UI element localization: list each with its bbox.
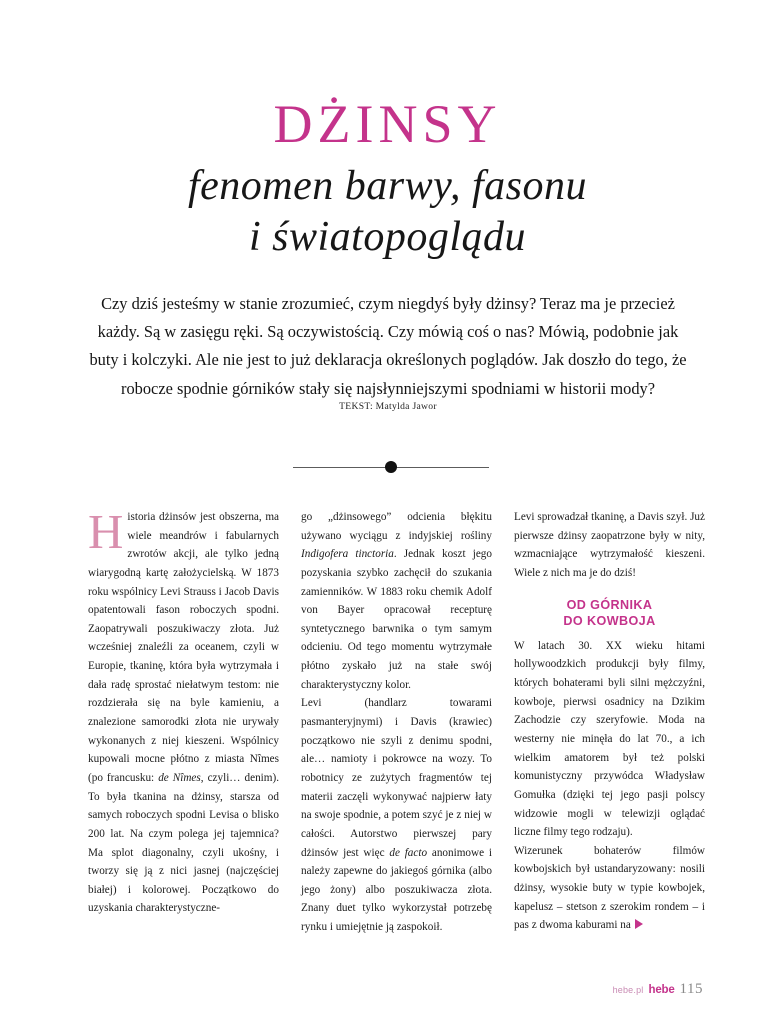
page-footer bbox=[613, 981, 703, 998]
lead-paragraph: Czy dziś jesteśmy w stanie zrozumieć, czym niegdyś były dżinsy? Teraz ma je przecież każdy. Są w zasięgu ręki. Są oczywistością. Czy mówią coś o nas? Mówią, podobnie jak buty i kolczyki. Ale nie jest to już deklaracja określonych poglądów. Jak doszło do tego, że robocze spodnie górników stały się najsłynniejszymi spodniami w historii mody? bbox=[89, 294, 687, 398]
section-subheading-line-2: DO KOWBOJA bbox=[563, 614, 656, 629]
byline: TEKST: Matylda Jawor bbox=[339, 401, 437, 412]
column-3-paragraph-3 bbox=[514, 842, 705, 935]
column-3 bbox=[514, 508, 705, 948]
column-2-text-b: . Jednak koszt jego pozyskania szybko zachęcił do szukania zamienników. W 1883 roku chemik Adolf von Bayer opracował recepturę syntetycznego barwnika o tym samym odcieniu. Od tego momentu wytrzymałe płótno zyskało już na stałe swój charakterystyczny kolor. bbox=[301, 548, 492, 691]
column-2 bbox=[301, 508, 492, 948]
drop-cap: H bbox=[88, 504, 124, 559]
column-3-text-a: Wizerunek bohaterów filmów kowbojskich był ustandaryzowany: nosili dżinsy, wysokie buty w typie kowbojek, kapelusz – stetson z szerokim rondem – i pas z dwoma kaburami na bbox=[514, 844, 705, 932]
continuation-arrow-icon bbox=[635, 919, 643, 929]
footer-site: hebe.pl bbox=[612, 985, 644, 995]
column-2-text-d: anonimowe i należy zapewne do jakiegoś górnika (albo jego żony) albo poszukiwacza złota. Znany duet tylko wykorzystał potrzebę rynku i umiejętnie ją zaspokoił. bbox=[301, 846, 492, 934]
column-2-italic-de-facto: de facto bbox=[389, 846, 428, 859]
column-3-paragraph-2: W latach 30. XX wieku hitami hollywoodzkich produkcji były filmy, których bohaterami byli silni mężczyźni, kowboje, pierwsi osadnicy na Dzikim Zachodzie czy szeryfowie. Moda na westerny nie minęła do lat 70., a ich wielkim amatorem był też polski komunistyczny przywódca Władysław Gomułka (dzięki tej jego pasji polscy widzowie mogli w telewizji oglądać liczne filmy tego rodzaju). bbox=[514, 639, 705, 839]
page-subtitle bbox=[0, 161, 775, 263]
divider-dot-icon bbox=[385, 461, 397, 473]
column-2-italic-indigofera: Indigofera tinctoria bbox=[301, 548, 394, 561]
section-subheading-line-1: OD GÓRNIKA bbox=[566, 597, 653, 612]
page-subtitle-line-2: i światopoglądu bbox=[248, 213, 527, 260]
column-2-paragraph-1 bbox=[301, 508, 492, 694]
column-1-text-a: istoria dżinsów jest obszerna, ma wiele meandrów i fabularnych zwrotów akcji, ale tylko jedną wiarygodną kartę założycielską. W 1873 roku wspólnicy Levi Strauss i Jacob Davis opatentowali fason roboczych spodni. Zaopatrywali poszukiwaczy złota. Już wcześniej znaleźli za oceanem, czyli w Europie, tkaninę, która była wytrzymała i dała radę sprostać niełatwym testom: nie rozdzierała się na byle kamieniu, a znalezione samorodki złota nie urywały wykonanych z niej kieszeni. Wspólnicy kupowali mocne płótno z miasta Nîmes (po francusku: bbox=[88, 511, 279, 784]
column-2-text-a: go „dżinsowego” odcienia błękitu używano wyciągu z indyjskiej rośliny bbox=[301, 511, 492, 542]
page-number: 115 bbox=[679, 981, 703, 997]
column-1-italic-de-nimes: de Nîmes bbox=[158, 771, 201, 784]
column-1 bbox=[88, 504, 280, 948]
column-1-paragraph-1 bbox=[88, 504, 280, 918]
footer-brand-logo: hebe bbox=[648, 984, 675, 996]
section-divider bbox=[293, 461, 489, 473]
article-columns bbox=[88, 504, 706, 948]
page-subtitle-line-1: fenomen barwy, fasonu bbox=[188, 162, 587, 209]
column-1-text-b: , czyli… denim). To była tkanina na dżinsy, starsza od samych roboczych spodni Levisa o blisko 200 lat. Na czym polega jej tajemnica? Ma splot diagonalny, czyli ukośny, i tworzy się ją z nici jasnej (najczęściej białej) i kolorowej. Początkowo do uzyskania charakterystyczne- bbox=[88, 771, 280, 915]
section-subheading bbox=[514, 597, 705, 630]
column-2-text-c: Levi (handlarz towarami pasmanteryjnymi) i Davis (krawiec) początkowo nie szyli z denimu spodni, ale… namioty i pokrowce na wozy. To robotnicy ze zużytych fragmentów tej materii zaczęli wykonywać najpierw łaty na swoje spodnie, a potem szyć je z niej w całości. Autorstwo pierwszej pary dżinsów jest więc bbox=[301, 697, 492, 859]
column-2-paragraph-2 bbox=[301, 694, 492, 936]
masthead bbox=[0, 96, 775, 263]
column-3-paragraph-1: Levi sprowadzał tkaninę, a Davis szył. Już pierwsze dżinsy zaopatrzone były w nity, wzmacniające wytrzymałość kieszeni. Wiele z nich ma je do dziś! bbox=[514, 511, 705, 579]
page-title: DŻINSY bbox=[273, 94, 502, 154]
